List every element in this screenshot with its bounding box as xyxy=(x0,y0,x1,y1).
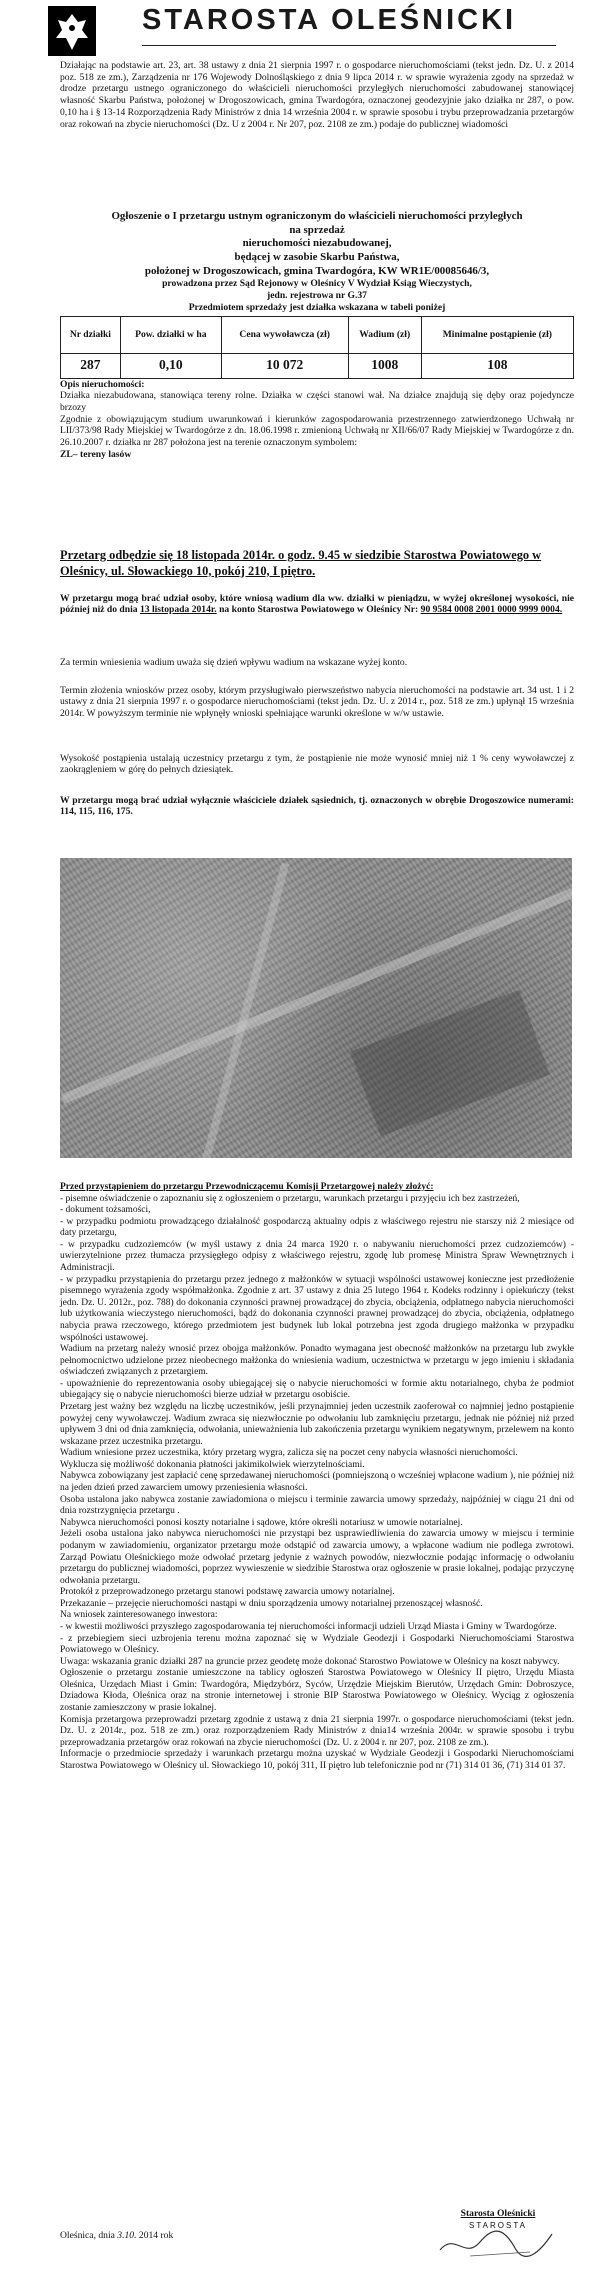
condition-item: - upoważnienie do reprezentowania osoby ubiegającej się o nabycie nieruchomości w formie aktu notarialnego, chyba że podmiot ubiegający się o nabycie nieruchomości bierze udział w przetargu osobiście. xyxy=(60,1378,574,1401)
condition-item: Wyklucza się możliwość dokonania płatności jakimikolwiek wierzytelnościami. xyxy=(60,1459,365,1470)
announcement-title: Ogłoszenie o I przetargu ustnym ograniczonym do właścicieli nieruchomości przyległych xyxy=(111,210,523,222)
date-handwritten: 3.10. xyxy=(117,2230,137,2241)
condition-item: - dokument tożsamości, xyxy=(60,1205,151,1216)
conditions-heading: Przed przystąpieniem do przetargu Przewodniczącemu Komisji Przetargowej należy złożyć: xyxy=(60,1182,434,1192)
table-header: Minimalne postąpienie (zł) xyxy=(421,316,573,353)
condition-item: Ogłoszenie o przetargu zostanie umieszczone na tablicy ogłoszeń Starostwa Powiatowego w Oleśnicy II piętro, Urzędu Miasta Oleśnica, Urzędach Miast i Gmin: Twardogóra, Międzybórz, Syców, Urzędzie Miejskim Bierutów, Urzędach Gmin: Dobroszyce, Dziadowa Kłoda, Oleśnica oraz na stronie internetowej i stronie BIP Starostwa Powiatowego w Oleśnicy. Wyciąg z ogłoszenia zostanie zamieszczony w prasie lokalnej. xyxy=(60,1668,574,1714)
date-year: 2014 rok xyxy=(138,2230,174,2241)
document-body xyxy=(60,60,574,845)
condition-item: Wadium na przetarg należy wnosić przez obojga małżonków. Ponadto wymagana jest obecność małżonków na przetargu lub zwykłe pełnomocnictwo udzielone przez nieobecnego małżonka do wniesienia wadium, uczestnictwa w przetargu w jego imieniu i składania oświadczeń związanych z przetargiem. xyxy=(60,1344,574,1378)
deposit-account-number: 90 9584 0008 2001 0000 9999 0004. xyxy=(420,604,563,616)
aerial-map-image xyxy=(60,858,572,1158)
date-label: Oleśnica, dnia xyxy=(60,2230,115,2241)
announcement-line-6: prowadzona przez Sąd Rejonowy w Oleśnicy V Wydział Ksiąg Wieczystych, xyxy=(162,278,472,290)
table-cell: 0,10 xyxy=(120,353,221,378)
table-cell: 1008 xyxy=(348,353,421,378)
announcement-line-2: na sprzedaż xyxy=(289,223,345,236)
description-section xyxy=(60,379,574,539)
condition-item: Komisja przetargowa przeprowadzi przetarg zgodnie z ustawą z dnia 21 sierpnia 1997r. o gospodarce nieruchomościami (tekst jedn. Dz. U. z 2014r., poz. 518 ze zm.) oraz rozporządzeniem Rady Ministrów z dnia14 września 2004r. w sprawie sposobu i trybu przeprowadzania przetargów oraz rokowań na zbycie nieruchomości (Dz. U. z 2004 r. nr 207, poz. 2108 ze zm.). xyxy=(60,1714,574,1748)
zoning-symbol: ZL– tereny lasów xyxy=(60,448,132,460)
condition-item: Nabywca nieruchomości ponosi koszty notarialne i sądowe, które określi notariusz w umowie notarialnej. xyxy=(60,1517,463,1528)
conditions-section xyxy=(60,1182,574,1772)
coat-of-arms-icon xyxy=(48,6,96,56)
announcement-line-7: jedn. rejestrowa nr G.37 xyxy=(267,290,367,302)
condition-item: Przekazanie – przejęcie nieruchomości nastąpi w dniu sporządzenia umowy notarialnej przenoszącej własność. xyxy=(60,1598,483,1609)
condition-item: Uwaga: wskazania granic działki 287 na gruncie przez geodetę może dokonać Starostwo Powiatowe w Oleśnicy na koszt nabywcy. xyxy=(60,1656,560,1667)
table-header: Wadium (zł) xyxy=(348,316,421,353)
announcement-line-3: nieruchomości niezabudowanej, xyxy=(242,237,392,250)
condition-item: Osoba ustalona jako nabywca zostanie zawiadomiona o miejscu i terminie zawarcia umowy sprzedaży, najpóźniej w ciągu 21 dni od dnia rozstrzygnięcia przetargu . xyxy=(60,1494,574,1517)
announcement-line-4: będącej w zasobie Skarbu Państwa, xyxy=(234,250,400,263)
table-header: Cena wywoławcza (zł) xyxy=(221,316,348,353)
deposit-deadline: 13 listopada 2014r. xyxy=(139,604,217,616)
condition-item: - w przypadku przystąpienia do przetargu przez jednego z małżonków w sytuacji wspólności ustawowej konieczne jest przedłożenie pisemnego wyrażenia zgody współmałżonka. Zgodnie z art. 37 ustawy z dnia 25 lutego 1964 r. Kodeks rodzinny i opiekuńczy (tekst jedn. Dz. U. 2012r., poz. 788) do dokonania czynności prawnej prowadzącej do zbycia, obciążenia, odpłatnego nabycia nieruchomości lub użytkowania wieczystego nieruchomości, bądź do dokonania czynności prawnej prowadzącej do zbycia, obciążenia, odpłatnego nabycia prawa rzeczowego, którego przedmiotem jest budynek lub lokal potrzebna jest zgoda drugiego małżonka w przypadku wspólności ustawowej. xyxy=(60,1274,574,1343)
stamp-text: STAROSTA xyxy=(469,2221,527,2230)
signature-scribble xyxy=(430,2222,560,2262)
condition-item: - pisemne oświadczenie o zapoznaniu się z ogłoszeniem o przetargu, warunkach przetargu i przyjęciu ich bez zastrzeżeń, xyxy=(60,1193,520,1204)
deposit-text: W przetargu mogą brać udział osoby, które wniosą wadium dla ww. działki w pieniądzu, w wyżej określonej wysokości, nie później niż do dnia xyxy=(60,592,574,616)
zoning-text: Zgodnie z obowiązującym studium uwarunkowań i kierunków zagospodarowania przestrzennego zatwierdzonego Uchwałą nr LII/373/98 Rady Miejskiej w Twardogórze z dn. 18.06.1998 r. zmienioną Uchwałą nr XII/66/07 Rady Miejskiej w Twardogórze z dn. 26.10.2007 r. działka nr 287 położona jest na terenie oznaczonym symbolem: xyxy=(60,413,574,449)
table-header: Nr działki xyxy=(61,316,121,353)
auction-date: Przetarg odbędzie się 18 listopada 2014r. o godz. 9.45 w siedzibie Starostwa Powiatowego w Oleśnicy, ul. Słowackiego 10, pokój 210, I piętro. xyxy=(60,547,542,578)
signature-date xyxy=(60,2230,173,2241)
header-divider xyxy=(142,45,556,46)
condition-item: - w przypadku cudzoziemców (w myśl ustawy z dnia 24 marca 1920 r. o nabywaniu nieruchomości przez cudzoziemców) - uwierzytelnione przez tłumacza przysięgłego odpisy z właściwego rejestru, zgodę lub promesę Ministra Spraw Wewnętrznych i Administracji. xyxy=(60,1239,574,1274)
priority-deadline: Termin złożenia wniosków przez osoby, którym przysługiwało pierwszeństwo nabycia nieruchomości na podstawie art. 34 ust. 1 i 2 ustawy z dnia 21 sierpnia 1997 r. o gospodarce nieruchomościami (tekst jedn. Dz. U. z 2014 r., poz. 518 ze zm.) upłynął 15 września 2014r. W powyższym terminie nie wpłynęły wnioski spełniające warunki określone w w/w ustawie. xyxy=(60,684,574,719)
table-cell: 10 072 xyxy=(221,353,348,378)
table-cell: 287 xyxy=(61,353,121,378)
condition-item: - z przebiegiem sieci uzbrojenia terenu można zapoznać się w Wydziale Geodezji i Gospodarki Nieruchomościami Starostwa Powiatowego w Oleśnicy. xyxy=(60,1633,574,1656)
description-text: Działka niezabudowana, stanowiąca tereny rolne. Działka w części stanowi wał. Na działce znajdują się dęby oraz pojedyncze brzozy xyxy=(60,390,574,413)
condition-item: - w przypadku podmiotu prowadzącego działalność gospodarczą aktualny odpis z właściwego rejestru nie starszy niż 2 miesiące od daty przetargu, xyxy=(60,1216,574,1239)
intro-paragraph: Działając na podstawie art. 23, art. 38 ustawy z dnia 21 sierpnia 1997 r. o gospodarce nieruchomościami (tekst jedn. Dz. U. z 2014 poz. 518 ze zm.), Zarządzenia nr 176 Wojewody Dolnośląskiego z dnia 9 lipca 2014 r. w sprawie wyrażenia zgody na sprzedaż w drodze przetargu ustnego ograniczonego do właścicieli nieruchomości przyległych nieruchomości zabudowanej stanowiącej własność Skarbu Państwa, położonej w Drogoszowicach, gmina Twardogóra, oznaczonej geodezyjnie jako działka nr 287, o pow. 0,10 ha i § 13-14 Rozporządzenia Rady Ministrów z dnia 14 września 2004 r. w sprawie sposobu i trybu przeprowadzania przetargów oraz rokowań na zbycie nieruchomości (Dz. U z 2004 r. Nr 207, poz. 2108 ze zm.) podaje do publicznej wiadomości xyxy=(60,60,575,130)
signer-title: Starosta Oleśnicki xyxy=(460,2208,536,2219)
announcement-line-5: położonej w Drogoszowicach, gmina Twardogóra, KW WR1E/00085646/3, xyxy=(144,264,490,277)
deposit-date-rule: Za termin wniesienia wadium uważa się dzień wpływu wadium na wskazane wyżej konto. xyxy=(60,656,408,668)
announcement-line-8: Przedmiotem sprzedaży jest działka wskazana w tabeli poniżej xyxy=(188,302,446,314)
table-cell: 108 xyxy=(421,353,573,378)
condition-item: Jeżeli osoba ustalona jako nabywca nieruchomości nie przystąpi bez usprawiedliwienia do zawarcia umowy w miejscu i terminie podanym w zawiadomieniu, organizator przetargu może odstąpić od zawarcia umowy, a wpłacone wadium nie podlega zwrotowi. Zarząd Powiatu Oleśnickiego może odwołać przetarg jedynie z ważnych powodów, niezwłocznie podając informację o odwołaniu przetargu do publicznej wiadomości, poprzez wywieszenie w siedzibie Starostwa oraz ogłoszenie w prasie lokalnej, podając przyczynę odwołania przetargu. xyxy=(60,1529,574,1586)
deposit-section xyxy=(60,593,574,657)
deposit-account-label: na konto Starostwa Powiatowego w Oleśnicy Nr: xyxy=(219,604,419,616)
page-title: STAROSTA OLEŚNICKI xyxy=(142,4,517,36)
parcel-table xyxy=(60,316,574,379)
condition-item: Na wniosek zainteresowanego inwestora: xyxy=(60,1610,218,1621)
condition-item: Przetarg jest ważny bez względu na liczbę uczestników, jeśli przynajmniej jeden uczestnik zaoferował co najmniej jedno postąpienie powyżej ceny wywoławczej. Wadium zwraca się niezwłocznie po odwołaniu lub zamknięciu przetargu, jednak nie później niż przed upływem 3 dni od dnia zamknięcia, odwołania, unieważnienia lub zakończenia przetargu wynikiem negatywnym, przelewem na konto wskazane przez uczestnika przetargu. xyxy=(60,1401,574,1447)
eligibility: W przetargu mogą brać udział wyłącznie właściciele działek sąsiednich, tj. oznaczonych w obrębie Drogoszowice numerami: 114, 115, 116, 175. xyxy=(60,794,574,818)
description-heading: Opis nieruchomości: xyxy=(60,378,145,390)
bid-increment: Wysokość postąpienia ustalają uczestnicy przetargu z tym, że postąpienie nie może wynosić mniej niż 1 % ceny wywoławczej z zaokrągleniem w górę do pełnych dziesiątek. xyxy=(60,752,574,776)
condition-item: Nabywca zobowiązany jest zapłacić cenę sprzedawanej nieruchomości (pomniejszoną o wcześniej wpłacone wadium ), nie później niż na jeden dzień przed zawarciem umowy przeniesienia własności. xyxy=(60,1471,574,1494)
condition-item: Informacje o przedmiocie sprzedaży i warunkach przetargu można uzyskać w Wydziale Geodezji i Gospodarki Nieruchomościami Starostwa Powiatowego w Oleśnicy ul. Słowackiego 10, pokój 311, II piętro lub telefonicznie pod nr (71) 314 01 36, (71) 314 01 37. xyxy=(60,1749,574,1771)
condition-item: Protokół z przeprowadzonego przetargu stanowi podstawę zawarcia umowy notarialnej. xyxy=(60,1587,395,1598)
condition-item: - w kwestii możliwości przyszłego zagospodarowania tej nieruchomości informacji udzieli Urząd Miasta i Gminy w Twardogórze. xyxy=(60,1621,557,1632)
table-header: Pow. działki w ha xyxy=(120,316,221,353)
header xyxy=(0,0,599,52)
condition-item: Wadium wniesione przez uczestnika, który przetarg wygra, zalicza się na poczet ceny nabycia własności nieruchomości. xyxy=(60,1448,518,1459)
